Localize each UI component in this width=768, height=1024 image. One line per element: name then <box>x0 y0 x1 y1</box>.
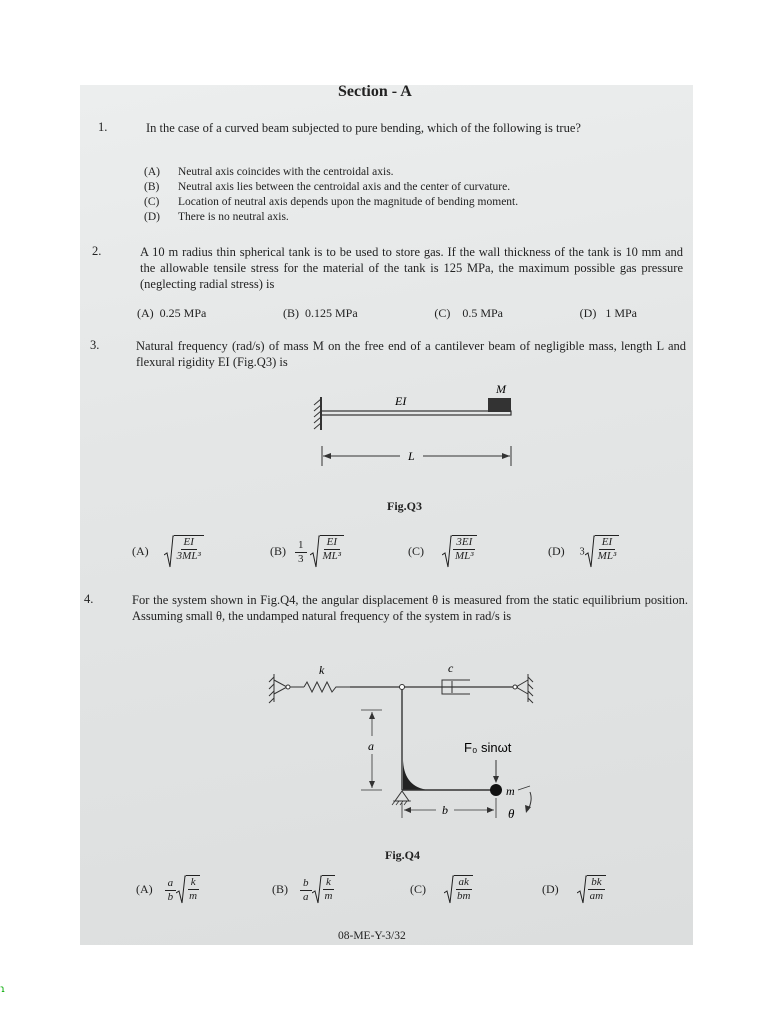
left-pin-support <box>269 674 290 703</box>
q3-option-a: (A) $\frac{EI}{\text{3ML³}}$ <box>132 535 204 569</box>
q1-option-c-label: (C) <box>144 196 160 208</box>
mass-ball <box>490 784 502 796</box>
question-2-number: 2. <box>92 244 102 258</box>
q1-option-c-text: Location of neutral axis depends upon the magnitude of bending moment. <box>178 196 519 208</box>
spring-k <box>304 682 350 692</box>
right-pin-support <box>513 674 533 703</box>
q4-option-a: (A) $\frac{a}{b}$ $\frac{k}{m}$ <box>136 875 200 905</box>
question-2-options <box>137 306 637 321</box>
wall-hatch <box>314 399 321 429</box>
label-theta: θ <box>508 806 515 821</box>
q2-option-c: (C) 0.5 MPa <box>434 306 503 320</box>
label-l: L <box>408 449 415 463</box>
label-force: F₀ sinωt <box>464 740 512 755</box>
q1-option-a-label: (A) <box>144 166 160 178</box>
rod-joint <box>400 685 405 690</box>
q3-option-b: (B) $\frac{1}{3}$ $\frac{EI}{\text{ML³}}$ <box>270 535 344 569</box>
figure-q3-cantilever <box>305 375 525 480</box>
exam-page <box>80 85 693 945</box>
q4-option-b: (B) $\frac{b}{a}$ $\frac{k}{m}$ <box>272 875 335 905</box>
q1-option-d-text: There is no neutral axis. <box>178 211 289 223</box>
question-4-text: For the system shown in Fig.Q4, the angular displacement θ is measured from the static equilibrium position. Assuming small θ, the undamped natural frequency of the system in rad/s is <box>132 593 688 623</box>
question-3-text: Natural frequency (rad/s) of mass M on the free end of a cantilever beam of negligible mass, length L and flexural rigidity EI (Fig.Q3) is <box>136 339 686 369</box>
label-m: m <box>506 784 515 798</box>
q2-option-d: (D) 1 MPa <box>579 306 637 320</box>
label-b: b <box>442 803 448 817</box>
question-4-number: 4. <box>84 592 94 606</box>
q2-option-a: (A) 0.25 MPa <box>137 306 207 320</box>
q2-option-b: (B) 0.125 MPa <box>283 306 358 320</box>
question-1-text: In the case of a curved beam subjected to pure bending, which of the following is true? <box>146 121 581 135</box>
section-title: Section - A <box>338 83 412 100</box>
q1-option-d-label: (D) <box>144 211 160 223</box>
figure-q3-caption: Fig.Q3 <box>387 499 422 513</box>
question-1-number: 1. <box>98 120 108 134</box>
page-footer: 08-ME-Y-3/32 <box>338 930 406 942</box>
q1-option-a-text: Neutral axis coincides with the centroidal axis. <box>178 166 394 178</box>
figure-q4-caption: Fig.Q4 <box>385 848 420 862</box>
figure-q4-system <box>268 660 548 840</box>
corner-mark: ɿ <box>0 984 6 995</box>
label-ei: EI <box>395 394 407 408</box>
label-k: k <box>319 663 325 677</box>
q1-option-b-text: Neutral axis lies between the centroidal axis and the center of curvature. <box>178 181 511 193</box>
label-a: a <box>368 739 374 753</box>
question-1-options <box>144 165 684 225</box>
pivot-support <box>395 791 409 801</box>
corner-fillet <box>403 760 428 790</box>
beam <box>321 411 511 415</box>
q1-option-b-label: (B) <box>144 181 160 193</box>
q4-option-c: (C) $\frac{ak}{bm}$ <box>410 875 473 905</box>
label-c: c <box>448 661 454 675</box>
label-m: M <box>496 382 506 396</box>
q3-option-c: (C) $\frac{3EI}{\text{ML³}}$ <box>408 535 477 569</box>
mass-block <box>488 398 511 412</box>
q3-option-d: (D) 3 $\frac{EI}{\text{ML³}}$ <box>548 535 619 569</box>
question-2-text: A 10 m radius thin spherical tank is to be used to store gas. If the wall thickness of the tank is 10 mm and the allowable tensile stress for the material of the tank is 125 MPa, the maximum possible gas pressure (neglecting radial stress) is <box>140 245 683 291</box>
question-3-number: 3. <box>90 338 100 352</box>
q4-option-d: (D) $\frac{bk}{am}$ <box>542 875 606 905</box>
